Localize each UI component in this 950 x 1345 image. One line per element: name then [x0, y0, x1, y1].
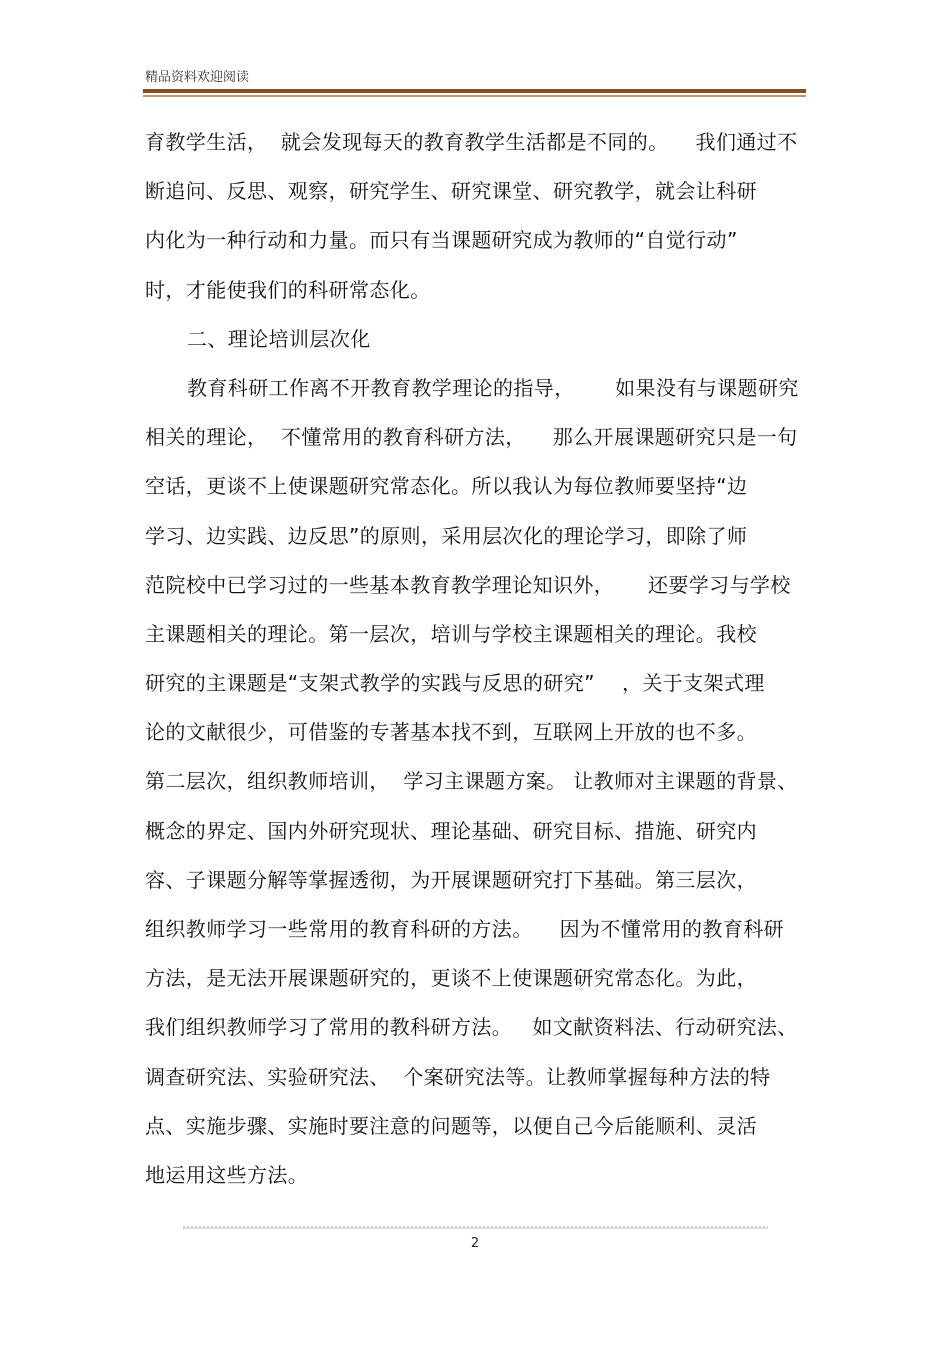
text-line: 我们组织教师学习了常用的教科研方法。 如文献资料法、行动研究法、: [145, 1015, 798, 1040]
text-line: 范院校中已学习过的一些基本教育教学理论知识外， 还要学习与学校: [145, 572, 791, 597]
text-line: 论的文献很少，可借鉴的专著基本找不到，互联网上开放的也不多。: [145, 720, 757, 745]
text-line: 学习、边实践、边反思”的原则，采用层次化的理论学习，即除了师: [145, 523, 748, 548]
text-line: 地运用这些方法。: [145, 1162, 309, 1187]
section-heading: 二、理论培训层次化: [187, 326, 371, 351]
text-line: 主课题相关的理论。第一层次，培训与学校主课题相关的理论。我校: [145, 621, 757, 646]
text-line: 教育科研工作离不开教育教学理论的指导， 如果没有与课题研究: [187, 375, 799, 400]
header-rule-thin: [143, 95, 806, 97]
text-line: 调查研究法、实验研究法、 个案研究法等。让教师掌握每种方法的特: [145, 1064, 771, 1089]
text-line: 断追问、反思、观察，研究学生、研究课堂、研究教学，就会让科研: [145, 179, 757, 204]
text-line: 育教学生活， 就会发现每天的教育教学生活都是不同的。 我们通过不: [145, 130, 798, 154]
text-line: 概念的界定、国内外研究现状、理论基础、研究目标、措施、研究内: [145, 818, 757, 843]
header-rule-thick: [143, 89, 806, 93]
text-line: 内化为一种行动和力量。而只有当课题研究成为教师的“自觉行动”: [145, 228, 738, 253]
text-line: 点、实施步骤、实施时要注意的问题等，以便自己今后能顺利、灵活: [145, 1113, 757, 1138]
page-number: 2: [470, 1236, 480, 1251]
text-line: 第二层次，组织教师培训， 学习主课题方案。 让教师对主课题的背景、: [145, 769, 798, 794]
text-line: 组织教师学习一些常用的教育科研的方法。 因为不懂常用的教育科研: [145, 917, 785, 941]
footer-rule: [183, 1226, 768, 1229]
text-line: 容、子课题分解等掌握透彻，为开展课题研究打下基础。第三层次，: [145, 867, 757, 892]
text-line: 方法，是无法开展课题研究的，更谈不上使课题研究常态化。为此，: [145, 966, 757, 991]
text-line: 相关的理论， 不懂常用的教育科研方法， 那么开展课题研究只是一句: [145, 425, 798, 450]
document-body: [145, 122, 810, 1204]
text-line: 研究的主课题是“支架式教学的实践与反思的研究” ，关于支架式理: [145, 671, 765, 696]
page-header-title: 精品资料欢迎阅读: [145, 70, 250, 85]
text-line: 时，才能使我们的科研常态化。: [145, 277, 431, 302]
text-line: 空话，更谈不上使课题研究常态化。所以我认为每位教师要坚持“边: [145, 474, 748, 499]
